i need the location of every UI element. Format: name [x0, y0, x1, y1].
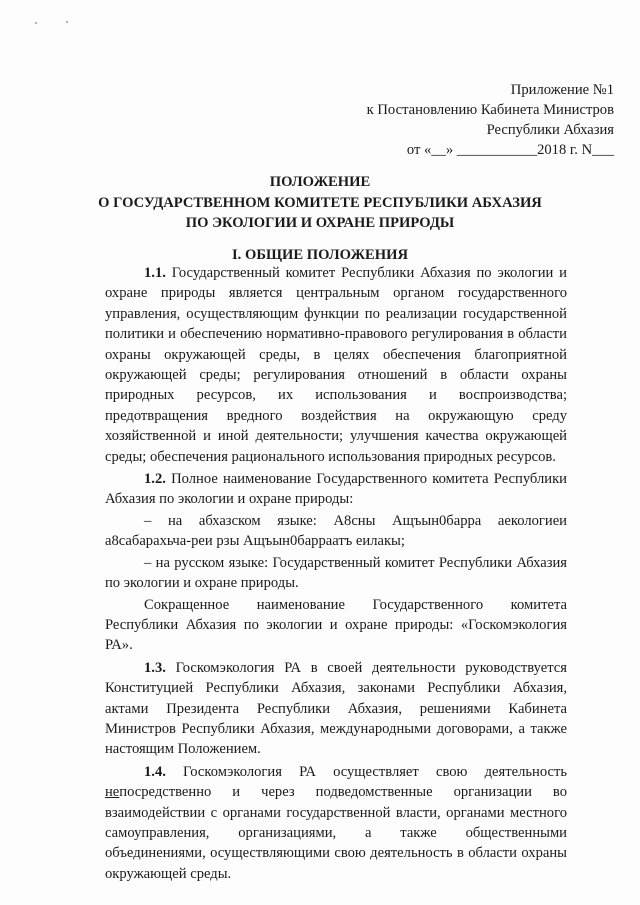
- clause-text: Госкомэкология РА осуществляет свою деятельность: [165, 763, 567, 780]
- document-body: [105, 263, 567, 886]
- appendix-number: Приложение №1: [510, 82, 614, 98]
- document-title: [0, 172, 640, 234]
- clause-number: 1.2.: [144, 471, 166, 488]
- scan-speck: [35, 22, 37, 24]
- scan-speck: [66, 21, 68, 23]
- clause-number: 1.1.: [144, 265, 166, 281]
- title-line-3: ПО ЭКОЛОГИИ И ОХРАНЕ ПРИРОДЫ: [185, 215, 455, 231]
- clause-number: 1.4.: [144, 763, 166, 780]
- paragraph-1-4: [105, 762, 567, 884]
- paragraph-russian-name: – на русском языке: Государственный комитет Республики Абхазия по экологии и охране природы.: [105, 554, 567, 592]
- paragraph-abkhaz-name: – на абхазском языке: А8сны Ащъын0барра аекологиеи а8сабарахьча-реи рзы Ащъын0барраатъ еилакы;: [105, 512, 567, 550]
- clause-text: Госкомэкология РА в своей деятельности руководствуется Конституцией Республики Абхазия, законами Республики Абхазия, актами Президента Республики Абхазия, решениями Кабинета Министров Республики Абхазия, международными договорами, а также настоящим Положением.: [105, 659, 567, 758]
- clause-number: 1.3.: [144, 659, 166, 676]
- clause-text: Государственный комитет Республики Абхазия по экологии и охране природы является центральным органом государственного управления, осуществляющим функции по реализации государственной политики и обеспечению нормативно-правового регулирования в области охраны окружающей среды, в целях обеспечения благоприятной окружающей среды; регулирования отношений в области охраны природных ресурсов, их использования и воспроизводства; предотвращения вредного воздействия на окружающую среду хозяйственной и иной деятельности; улучшения качества окружающей среды; обеспечения рационального использования природных ресурсов.: [105, 265, 567, 465]
- underlined-fragment: не: [105, 784, 120, 801]
- paragraph-1-3: [105, 658, 567, 760]
- title-line-2: О ГОСУДАРСТВЕННОМ КОМИТЕТЕ РЕСПУБЛИКИ АБХАЗИЯ: [98, 194, 542, 211]
- title-line-1: ПОЛОЖЕНИЕ: [269, 174, 371, 190]
- paragraph-1-2: [105, 469, 567, 510]
- appendix-republic: Республики Абхазия: [486, 122, 614, 138]
- appendix-header: [367, 80, 614, 160]
- section-heading: I. ОБЩИЕ ПОЛОЖЕНИЯ: [232, 247, 408, 263]
- clause-text: Полное наименование Государственного комитета Республики Абхазия по экологии и охране природы:: [105, 471, 567, 508]
- appendix-resolution: к Постановлению Кабинета Министров: [366, 102, 614, 118]
- paragraph-1-1: [105, 263, 567, 467]
- appendix-date: от «__» ___________2018 г. N___: [406, 142, 614, 158]
- paragraph-short-name: Сокращенное наименование Государственного комитета Республики Абхазия по экологии и охране природы: «Госкомэкология РА».: [105, 596, 567, 654]
- clause-text: посредственно и через подведомственные организации во взаимодействии с органами государственной власти, органами местного самоуправления, организациями, а также общественными объединениями, осуществляющими свою деятельность в области охраны окружающей среды.: [105, 784, 567, 882]
